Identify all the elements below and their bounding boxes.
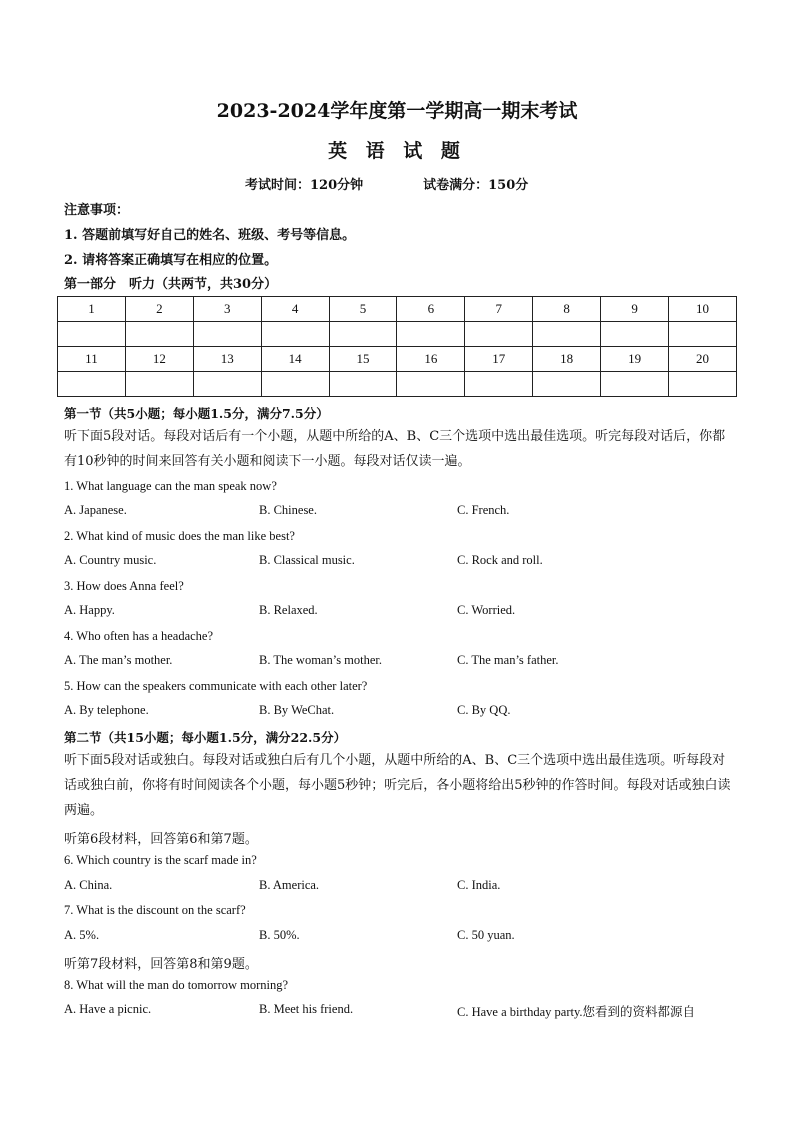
answer-box[interactable] [669, 322, 737, 347]
grid-number-row [58, 347, 737, 372]
q2-option-c: C. Rock and roll. [457, 553, 543, 567]
exam-meta [245, 174, 528, 193]
q5-option-c: C. By QQ. [457, 703, 511, 717]
answer-box[interactable] [261, 322, 329, 347]
answer-box[interactable] [193, 372, 261, 397]
section2-heading: 第二节（共15小题；每小题1.5分，满分22.5分） [64, 730, 347, 745]
answer-box[interactable] [193, 322, 261, 347]
q4-option-a: A. The man’s mother. [64, 653, 173, 667]
q6-option-b: B. America. [259, 878, 320, 892]
answer-box[interactable] [397, 322, 465, 347]
q4-option-b: B. The woman’s mother. [259, 653, 383, 667]
answer-box[interactable] [397, 372, 465, 397]
group-7-instruction: 听第7段材料，回答第8和第9题。 [64, 957, 258, 972]
question-4: 4. Who often has a headache? [64, 629, 214, 643]
q5-option-a: A. By telephone. [64, 703, 149, 717]
grid-cell: 11 [58, 347, 126, 372]
answer-grid [57, 296, 737, 397]
exam-score: 试卷满分：150分 [423, 178, 529, 193]
answer-box[interactable] [329, 322, 397, 347]
q3-option-c: C. Worried. [457, 603, 516, 617]
grid-cell: 18 [533, 347, 601, 372]
q5-option-b: B. By WeChat. [259, 703, 335, 717]
question-3: 3. How does Anna feel? [64, 579, 184, 593]
q2-option-a: A. Country music. [64, 553, 157, 567]
answer-box[interactable] [125, 322, 193, 347]
answer-box[interactable] [58, 372, 126, 397]
section1-instructions: 听下面5段对话。每段对话后有一个小题，从题中所给的A、B、C三个选项中选出最佳选项。听完每段对话后，你都有10秒钟的时间来回答有关小题和阅读下一小题。每段对话仅读一遍。 [64, 429, 726, 469]
q1-option-c: C. French. [457, 503, 510, 517]
grid-cell: 19 [601, 347, 669, 372]
q6-option-c: C. India. [457, 878, 501, 892]
q8-option-b: B. Meet his friend. [259, 1002, 354, 1016]
notice-heading: 注意事项： [64, 203, 130, 218]
q4-option-c: C. The man’s father. [457, 653, 559, 667]
q7-option-a: A. 5%. [64, 928, 100, 942]
grid-cell: 16 [397, 347, 465, 372]
grid-cell: 5 [329, 297, 397, 322]
answer-box[interactable] [329, 372, 397, 397]
grid-cell: 8 [533, 297, 601, 322]
grid-cell: 13 [193, 347, 261, 372]
group-6-instruction: 听第6段材料，回答第6和第7题。 [64, 832, 258, 847]
answer-box[interactable] [601, 372, 669, 397]
q1-option-a: A. Japanese. [64, 503, 127, 517]
answer-box[interactable] [465, 322, 533, 347]
answer-box[interactable] [533, 372, 601, 397]
q3-option-a: A. Happy. [64, 603, 115, 617]
grid-cell: 4 [261, 297, 329, 322]
q8-option-a: A. Have a picnic. [64, 1002, 152, 1016]
q8-option-c: C. Have a birthday party.您看到的资料都源自 [457, 1005, 696, 1019]
grid-cell: 7 [465, 297, 533, 322]
grid-cell: 2 [125, 297, 193, 322]
question-5: 5. How can the speakers communicate with each other later? [64, 679, 368, 693]
grid-cell: 6 [397, 297, 465, 322]
question-1: 1. What language can the man speak now? [64, 479, 277, 493]
grid-answer-row [58, 322, 737, 347]
grid-cell: 9 [601, 297, 669, 322]
grid-number-row [58, 297, 737, 322]
question-8: 8. What will the man do tomorrow morning? [64, 978, 289, 992]
q7-option-b: B. 50%. [259, 928, 300, 942]
section2-instructions: 听下面5段对话或独白。每段对话或独白后有几个小题，从题中所给的A、B、C三个选项中选出最佳选项。听每段对话或独白前，你将有时间阅读各个小题，每小题5秒钟；听完后，各小题将给出5秒钟的作答时间。每段对话或独白读两遍。 [64, 753, 731, 818]
grid-cell: 20 [669, 347, 737, 372]
q7-option-c: C. 50 yuan. [457, 928, 515, 942]
q2-option-b: B. Classical music. [259, 553, 355, 567]
q3-option-b: B. Relaxed. [259, 603, 318, 617]
q1-option-b: B. Chinese. [259, 503, 317, 517]
grid-answer-row [58, 372, 737, 397]
question-7: 7. What is the discount on the scarf? [64, 903, 246, 917]
part1-heading: 第一部分 听力（共两节，共30分） [64, 277, 278, 292]
answer-box[interactable] [533, 322, 601, 347]
notice-item-1: 1. 答题前填写好自己的姓名、班级、考号等信息。 [64, 228, 356, 243]
answer-box[interactable] [58, 322, 126, 347]
question-2: 2. What kind of music does the man like best? [64, 529, 295, 543]
grid-cell: 1 [58, 297, 126, 322]
notice-item-2: 2. 请将答案正确填写在相应的位置。 [64, 253, 278, 268]
question-6: 6. Which country is the scarf made in? [64, 853, 257, 867]
section1-heading: 第一节（共5小题；每小题1.5分，满分7.5分） [64, 406, 329, 421]
grid-cell: 14 [261, 347, 329, 372]
answer-box[interactable] [601, 322, 669, 347]
grid-cell: 10 [669, 297, 737, 322]
grid-cell: 17 [465, 347, 533, 372]
exam-title: 2023-2024学年度第一学期高一期末考试 [216, 100, 578, 122]
q6-option-a: A. China. [64, 878, 113, 892]
exam-time: 考试时间：120分钟 [245, 178, 364, 193]
grid-cell: 12 [125, 347, 193, 372]
answer-box[interactable] [465, 372, 533, 397]
grid-cell: 15 [329, 347, 397, 372]
answer-box[interactable] [669, 372, 737, 397]
answer-box[interactable] [125, 372, 193, 397]
exam-subtitle: 英 语 试 题 [328, 140, 466, 162]
grid-cell: 3 [193, 297, 261, 322]
answer-box[interactable] [261, 372, 329, 397]
